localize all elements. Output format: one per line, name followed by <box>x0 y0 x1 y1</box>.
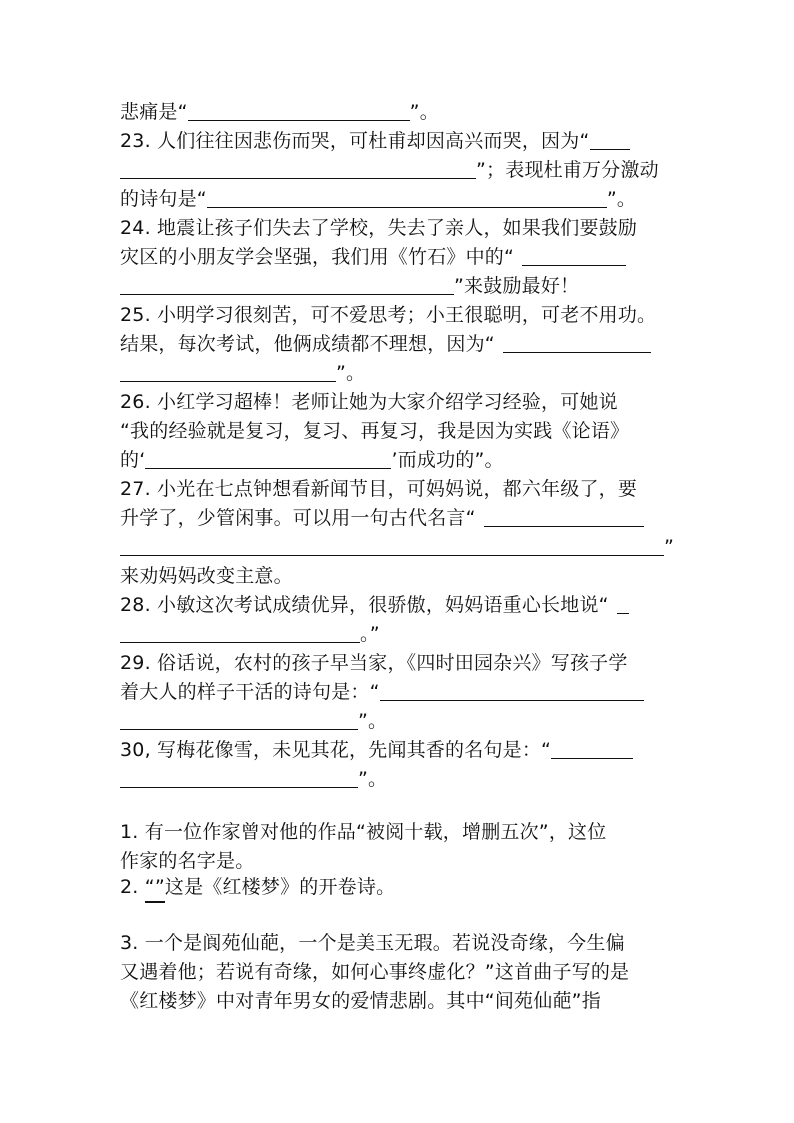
q24-text-2: 灾区的小朋友学会坚强，我们用《竹石》中的“ <box>120 246 515 268</box>
q29-line-1 <box>120 649 680 677</box>
q23-blank-2[interactable] <box>207 187 607 208</box>
hl-p3-line-2 <box>120 958 680 986</box>
hl-p1-text-2: 作家的名字是。 <box>120 850 255 872</box>
q23-line-1 <box>120 127 680 155</box>
hl-p3-text-1: 3. 一个是阆苑仙葩，一个是美玉无瑕。若说没奇缘，今生偏 <box>120 932 625 954</box>
q22-blank[interactable] <box>188 100 410 121</box>
q23-blank-1[interactable] <box>590 129 630 150</box>
q29-blank-b[interactable] <box>120 709 358 730</box>
q27-text-4: 来劝妈妈改变主意。 <box>120 565 293 587</box>
q26-blank[interactable] <box>145 448 391 469</box>
q25-text-3: ”。 <box>336 362 366 384</box>
q27-text-1: 27. 小光在七点钟想看新闻节目，可妈妈说，都六年级了，要 <box>120 478 638 500</box>
q28-line-1 <box>120 591 680 619</box>
q30-line-2 <box>120 765 680 793</box>
q22-pre: 悲痛是“ <box>120 101 188 123</box>
q27-blank-a[interactable] <box>484 506 644 527</box>
q24-blank-b[interactable] <box>120 274 454 295</box>
q23-line-2 <box>120 156 680 184</box>
q23-text-1: 23. 人们往往因悲伤而哭，可杜甫却因高兴而哭，因为“ <box>120 130 590 152</box>
q24-text-1: 24. 地震让孩子们失去了学校，失去了亲人，如果我们要鼓励 <box>120 217 638 239</box>
q23-blank-1b[interactable] <box>120 158 476 179</box>
q24-text-3: ”来鼓励最好！ <box>454 275 580 297</box>
hl-p1-text-1: 1. 有一位作家曾对他的作品“被阅十载，增删五次”，这位 <box>120 821 607 843</box>
hl-p2-line <box>120 873 680 901</box>
q28-line-2 <box>120 620 680 648</box>
q25-text-1: 25. 小明学习很刻苦，可不爱思考；小王很聪明，可老不用功。 <box>120 304 657 326</box>
q23-text-3: 的诗句是“ <box>120 188 207 210</box>
q25-blank-a[interactable] <box>503 332 651 353</box>
q29-text-3: ”。 <box>358 710 388 732</box>
hl-p1-line-1 <box>120 818 680 846</box>
hl-p3-text-3: 《红楼梦》中对青年男女的爱情悲剧。其中“间苑仙葩”指 <box>120 990 601 1012</box>
q23-line-3 <box>120 185 680 213</box>
q27-blank-b[interactable] <box>120 535 664 556</box>
q24-line-2 <box>120 243 680 271</box>
q25-line-3 <box>120 359 680 387</box>
q24-line-1 <box>120 214 680 242</box>
q30-line-1 <box>120 736 680 764</box>
hl-p2-rest: 这是《红楼梦》的开卷诗。 <box>164 876 396 898</box>
hl-p3-text-2: 又遇着他；若说有奇缘，如何心事终虚化？”这首曲子写的是 <box>120 961 630 983</box>
q29-blank-a[interactable] <box>380 680 644 701</box>
q30-text-1: 30, 写梅花像雪，未见其花，先闻其香的名句是：“ <box>120 739 552 761</box>
hl-p1-line-2 <box>120 847 680 875</box>
q28-blank-a[interactable] <box>617 593 629 614</box>
q24-blank-a[interactable] <box>522 245 626 266</box>
q29-line-3 <box>120 707 680 735</box>
q27-text-2: 升学了，少管闲事。可以用一句古代名言“ <box>120 507 476 529</box>
q28-text-1: 28. 小敏这次考试成绩优异，很骄傲，妈妈语重心长地说“ <box>120 594 609 616</box>
q23-text-4: ”。 <box>606 188 637 210</box>
hl-p3-line-3 <box>120 987 680 1015</box>
q22-post: ”。 <box>409 101 439 123</box>
q30-blank-b[interactable] <box>120 767 358 788</box>
q27-text-3: ” <box>664 536 675 558</box>
q26-text-3: 的‘ <box>120 449 146 471</box>
q28-text-2: 。” <box>360 623 380 645</box>
q28-blank-b[interactable] <box>120 622 360 643</box>
q22-line <box>120 98 680 126</box>
hl-p2-quote: “” <box>145 873 165 903</box>
q25-line-2 <box>120 330 680 358</box>
q26-line-1 <box>120 388 680 416</box>
q27-line-4 <box>120 562 680 590</box>
q23-text-2: ”；表现杜甫万分激动 <box>476 159 659 181</box>
q25-text-2: 结果，每次考试，他俩成绩都不理想，因为“ <box>120 333 495 355</box>
q27-line-1 <box>120 475 680 503</box>
q24-line-3 <box>120 272 680 300</box>
q29-text-2: 着大人的样子干活的诗句是：“ <box>120 681 380 703</box>
q30-blank-a[interactable] <box>551 738 633 759</box>
q26-text-1: 26. 小红学习超棒！老师让她为大家介绍学习经验，可她说 <box>120 391 618 413</box>
q27-line-2 <box>120 504 680 532</box>
q29-line-2 <box>120 678 680 706</box>
q27-line-3 <box>120 533 680 561</box>
q26-text-4: ’而成功的”。 <box>391 449 504 471</box>
q26-text-2: “我的经验就是复习，复习、再复习，我是因为实践《论语》 <box>120 420 630 442</box>
q25-line-1 <box>120 301 680 329</box>
q30-text-2: ”。 <box>358 768 388 790</box>
q25-blank-b[interactable] <box>120 361 336 382</box>
hl-p2-num: 2. <box>120 876 145 898</box>
hl-p3-line-1 <box>120 929 680 957</box>
q26-line-3 <box>120 446 680 474</box>
q26-line-2 <box>120 417 680 445</box>
q29-text-1: 29. 俗话说，农村的孩子早当家，《四时田园杂兴》写孩子学 <box>120 652 628 674</box>
